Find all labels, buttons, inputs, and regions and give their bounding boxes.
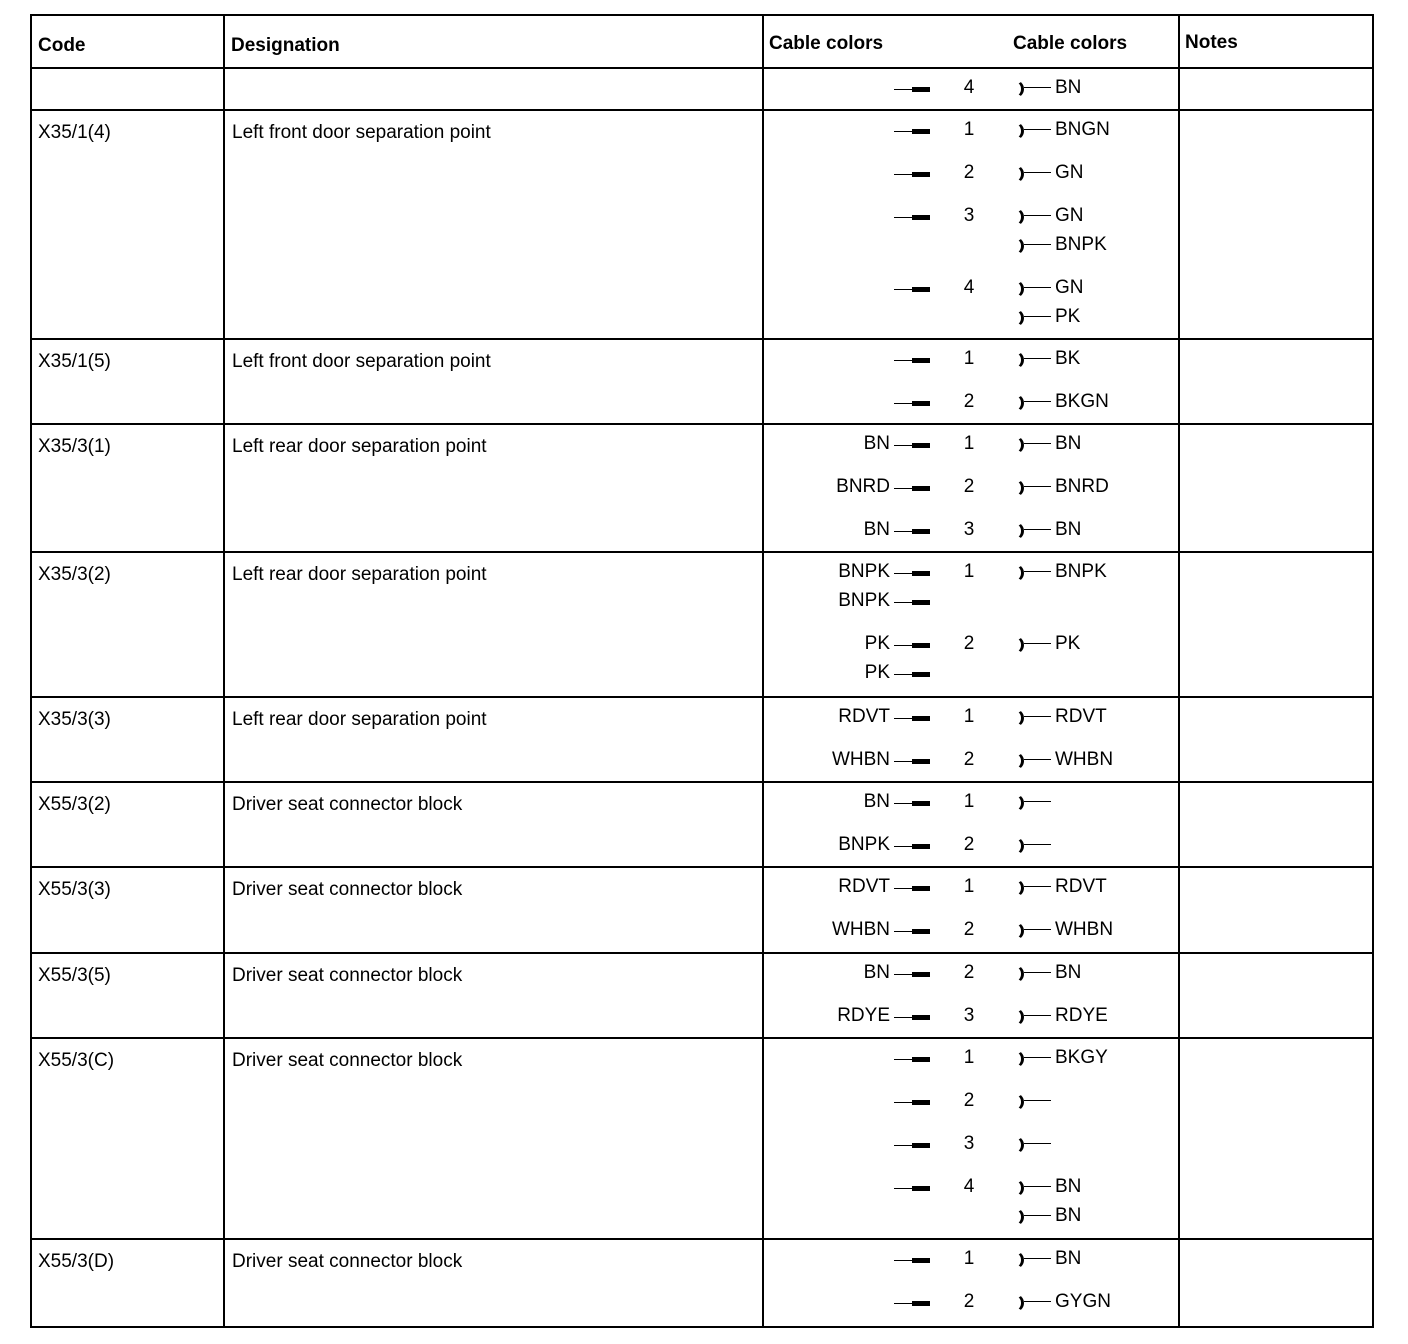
wire-color-label: RDVT [838, 876, 890, 897]
connector-code: X55/3(2) [38, 794, 111, 815]
wire-color-label: BN [863, 791, 890, 812]
pin-number: 2 [963, 1291, 975, 1312]
pin-number: 1 [963, 1047, 975, 1068]
male-wire [770, 475, 930, 499]
male-wire-group [838, 705, 930, 729]
male-pin-icon [894, 705, 930, 729]
pin-number: 1 [963, 348, 975, 369]
connector-designation: Driver seat connector block [232, 1050, 463, 1071]
female-socket-icon [1013, 790, 1053, 814]
female-wire [1013, 1204, 1081, 1228]
table-row-rule [30, 1238, 1374, 1240]
male-pin-icon [894, 1290, 930, 1314]
pin-number: 2 [963, 162, 975, 183]
male-wire [770, 1290, 930, 1314]
pin-number: 1 [963, 1248, 975, 1269]
male-pin-icon [894, 790, 930, 814]
connector-code: X55/3(D) [38, 1251, 115, 1272]
wire-color-label: BNGN [1055, 119, 1110, 140]
wire-color-label: BN [863, 519, 890, 540]
connector-designation: Driver seat connector block [232, 794, 463, 815]
pin-number: 3 [963, 1133, 975, 1154]
wire-color-label: BN [1055, 433, 1082, 454]
wire-color-label: BN [863, 433, 890, 454]
table-row-rule [30, 1326, 1374, 1328]
connector-designation: Driver seat connector block [232, 965, 463, 986]
male-wire-group [894, 161, 930, 185]
wire-color-label: WHBN [831, 749, 890, 770]
male-pin-icon [894, 518, 930, 542]
male-pin-icon [894, 1004, 930, 1028]
female-socket-icon [1013, 276, 1053, 300]
female-wire [1013, 204, 1084, 228]
male-wire [770, 705, 930, 729]
male-wire [770, 161, 930, 185]
male-wire-group [864, 790, 930, 814]
wire-color-label: GN [1055, 205, 1084, 226]
pin-number: 1 [963, 561, 975, 582]
male-wire [770, 748, 930, 772]
wire-color-label: BNPK [1055, 561, 1107, 582]
male-wire [770, 204, 930, 228]
female-socket-icon [1013, 1204, 1053, 1228]
female-wire [1013, 790, 1053, 814]
male-wire-group [865, 632, 930, 656]
female-socket-icon [1013, 475, 1053, 499]
connector-code: X35/3(1) [38, 436, 111, 457]
male-wire-group [894, 118, 930, 142]
connector-designation: Driver seat connector block [232, 1251, 463, 1272]
female-wire [1013, 76, 1081, 100]
female-wire [1013, 1132, 1053, 1156]
male-wire-group [894, 1089, 930, 1113]
table-row-rule [30, 551, 1374, 553]
pin-number: 1 [963, 791, 975, 812]
header-code: Code [38, 35, 86, 56]
wire-color-label: PK [1055, 306, 1081, 327]
wire-color-label: BNRD [1055, 476, 1109, 497]
female-socket-icon [1013, 560, 1053, 584]
wire-color-label: BKGN [1055, 391, 1109, 412]
pin-number: 4 [963, 277, 975, 298]
wire-color-label: BN [863, 962, 890, 983]
connector-code: X35/1(4) [38, 122, 111, 143]
table-row-rule [30, 696, 1374, 698]
female-socket-icon [1013, 1290, 1053, 1314]
male-wire-group [832, 918, 930, 942]
wire-color-label: BN [1055, 962, 1082, 983]
male-pin-icon [894, 961, 930, 985]
pin-number: 1 [963, 876, 975, 897]
male-wire-group [894, 1132, 930, 1156]
female-socket-icon [1013, 705, 1053, 729]
wire-color-label: BN [1055, 77, 1082, 98]
male-wire-group [836, 475, 930, 499]
wire-color-label: PK [864, 662, 890, 683]
male-pin-icon [894, 748, 930, 772]
female-socket-icon [1013, 233, 1053, 257]
table-row-rule [30, 423, 1374, 425]
male-wire [770, 589, 930, 613]
header-designation: Designation [231, 35, 340, 56]
connector-designation: Left front door separation point [232, 351, 491, 372]
wire-color-label: RDVT [838, 706, 890, 727]
female-wire [1013, 347, 1080, 371]
female-wire [1013, 1004, 1108, 1028]
pin-number: 2 [963, 476, 975, 497]
male-pin-icon [894, 1247, 930, 1271]
female-wire [1013, 918, 1113, 942]
wire-color-label: BNRD [836, 476, 890, 497]
pin-number: 1 [963, 706, 975, 727]
female-wire [1013, 1290, 1111, 1314]
header-notes: Notes [1185, 32, 1238, 53]
wire-color-label: BN [1055, 1248, 1082, 1269]
male-wire-group [894, 76, 930, 100]
male-wire [770, 1132, 930, 1156]
female-socket-icon [1013, 347, 1053, 371]
wire-color-label: RDVT [1055, 706, 1107, 727]
wire-color-label: GN [1055, 277, 1084, 298]
table-row-rule [30, 67, 1374, 69]
pin-number: 3 [963, 519, 975, 540]
male-wire-group [894, 276, 930, 300]
male-pin-icon [894, 475, 930, 499]
male-wire [770, 390, 930, 414]
pin-number: 4 [963, 1176, 975, 1197]
connector-designation: Left rear door separation point [232, 564, 487, 585]
table-column-rule [30, 14, 32, 1326]
male-wire-group [837, 1004, 930, 1028]
female-wire [1013, 560, 1107, 584]
male-pin-icon [894, 390, 930, 414]
connector-designation: Driver seat connector block [232, 879, 463, 900]
table-row-rule [30, 338, 1374, 340]
male-wire [770, 1004, 930, 1028]
female-wire [1013, 518, 1081, 542]
female-wire [1013, 161, 1084, 185]
wire-color-label: BN [1055, 1205, 1082, 1226]
connector-designation: Left rear door separation point [232, 436, 487, 457]
male-wire-group [864, 518, 930, 542]
male-wire [770, 1046, 930, 1070]
header-cable-colors-right: Cable colors [1013, 33, 1128, 54]
male-wire [770, 432, 930, 456]
female-wire [1013, 390, 1109, 414]
pin-number: 2 [963, 834, 975, 855]
wire-color-label: RDYE [1055, 1005, 1108, 1026]
connector-designation: Left front door separation point [232, 122, 491, 143]
connector-code: X55/3(3) [38, 879, 111, 900]
wire-color-label: WHBN [831, 919, 890, 940]
female-socket-icon [1013, 305, 1053, 329]
female-wire [1013, 1247, 1081, 1271]
female-socket-icon [1013, 1175, 1053, 1199]
male-wire [770, 1175, 930, 1199]
male-wire [770, 661, 930, 685]
male-pin-icon [894, 1046, 930, 1070]
female-wire [1013, 833, 1053, 857]
pin-number: 1 [963, 433, 975, 454]
female-socket-icon [1013, 1046, 1053, 1070]
pin-number: 1 [963, 119, 975, 140]
female-socket-icon [1013, 390, 1053, 414]
male-wire-group [838, 833, 930, 857]
female-wire [1013, 1089, 1053, 1113]
male-pin-icon [894, 76, 930, 100]
male-wire-group [894, 1247, 930, 1271]
pin-number: 2 [963, 919, 975, 940]
female-wire [1013, 276, 1084, 300]
wire-color-label: WHBN [1055, 919, 1114, 940]
female-wire [1013, 961, 1081, 985]
wire-color-label: BNPK [838, 834, 890, 855]
male-wire-group [894, 1175, 930, 1199]
male-wire-group [894, 347, 930, 371]
male-wire [770, 518, 930, 542]
pin-number: 2 [963, 391, 975, 412]
pin-number: 4 [963, 77, 975, 98]
male-pin-icon [894, 161, 930, 185]
pin-number: 2 [963, 962, 975, 983]
male-pin-icon [894, 589, 930, 613]
wire-color-label: RDYE [837, 1005, 890, 1026]
female-wire [1013, 1046, 1108, 1070]
wire-color-label: BKGY [1055, 1047, 1108, 1068]
female-wire [1013, 432, 1081, 456]
female-wire [1013, 1175, 1081, 1199]
table-column-rule [1372, 14, 1374, 1326]
male-wire-group [894, 390, 930, 414]
table-row-rule [30, 952, 1374, 954]
male-wire-group [864, 961, 930, 985]
male-pin-icon [894, 276, 930, 300]
female-socket-icon [1013, 961, 1053, 985]
male-wire-group [838, 875, 930, 899]
male-wire [770, 918, 930, 942]
pin-number: 3 [963, 205, 975, 226]
wire-color-label: BNPK [838, 561, 890, 582]
male-pin-icon [894, 1175, 930, 1199]
male-pin-icon [894, 833, 930, 857]
table-column-rule [223, 14, 225, 1326]
male-pin-icon [894, 560, 930, 584]
connector-code: X55/3(C) [38, 1050, 115, 1071]
male-wire [770, 347, 930, 371]
male-pin-icon [894, 347, 930, 371]
male-wire-group [838, 589, 930, 613]
wire-color-label: GYGN [1055, 1291, 1111, 1312]
male-pin-icon [894, 1132, 930, 1156]
female-socket-icon [1013, 204, 1053, 228]
female-wire [1013, 748, 1113, 772]
wire-color-label: WHBN [1055, 749, 1114, 770]
male-wire [770, 1089, 930, 1113]
pin-number: 2 [963, 749, 975, 770]
male-pin-icon [894, 875, 930, 899]
pin-number: 2 [963, 1090, 975, 1111]
female-wire [1013, 118, 1110, 142]
male-pin-icon [894, 661, 930, 685]
female-socket-icon [1013, 875, 1053, 899]
female-socket-icon [1013, 748, 1053, 772]
male-wire-group [894, 204, 930, 228]
female-wire [1013, 875, 1107, 899]
male-wire [770, 961, 930, 985]
female-wire [1013, 632, 1080, 656]
female-socket-icon [1013, 118, 1053, 142]
wire-color-label: GN [1055, 162, 1084, 183]
wire-color-label: BN [1055, 1176, 1082, 1197]
wire-color-label: BNPK [838, 590, 890, 611]
pin-number: 2 [963, 633, 975, 654]
connector-designation: Left rear door separation point [232, 709, 487, 730]
female-socket-icon [1013, 161, 1053, 185]
male-wire [770, 875, 930, 899]
table-row-rule [30, 14, 1374, 16]
male-wire [770, 118, 930, 142]
male-wire [770, 76, 930, 100]
female-socket-icon [1013, 76, 1053, 100]
table-row-rule [30, 781, 1374, 783]
pin-number: 3 [963, 1005, 975, 1026]
connector-code: X35/1(5) [38, 351, 111, 372]
female-socket-icon [1013, 1089, 1053, 1113]
male-pin-icon [894, 432, 930, 456]
male-pin-icon [894, 918, 930, 942]
wire-color-label: BNPK [1055, 234, 1107, 255]
female-wire [1013, 305, 1080, 329]
table-row-rule [30, 866, 1374, 868]
wire-color-label: RDVT [1055, 876, 1107, 897]
female-wire [1013, 705, 1107, 729]
female-socket-icon [1013, 1132, 1053, 1156]
female-socket-icon [1013, 1247, 1053, 1271]
wire-color-label: BK [1055, 348, 1081, 369]
male-pin-icon [894, 204, 930, 228]
male-pin-icon [894, 118, 930, 142]
connector-code: X35/3(2) [38, 564, 111, 585]
male-wire [770, 560, 930, 584]
female-socket-icon [1013, 1004, 1053, 1028]
female-socket-icon [1013, 518, 1053, 542]
female-socket-icon [1013, 632, 1053, 656]
female-socket-icon [1013, 918, 1053, 942]
male-wire-group [865, 661, 930, 685]
male-wire-group [838, 560, 930, 584]
wire-color-label: PK [864, 633, 890, 654]
male-pin-icon [894, 1089, 930, 1113]
male-wire-group [832, 748, 930, 772]
male-wire [770, 276, 930, 300]
connector-code: X35/3(3) [38, 709, 111, 730]
male-wire [770, 790, 930, 814]
table-row-rule [30, 109, 1374, 111]
connector-code: X55/3(5) [38, 965, 111, 986]
header-cable-colors-left: Cable colors [769, 33, 884, 54]
male-wire-group [864, 432, 930, 456]
wire-color-label: PK [1055, 633, 1081, 654]
female-socket-icon [1013, 432, 1053, 456]
female-wire [1013, 233, 1107, 257]
table-column-rule [1178, 14, 1180, 1326]
table-row-rule [30, 1037, 1374, 1039]
male-wire [770, 833, 930, 857]
wire-color-label: BN [1055, 519, 1082, 540]
male-pin-icon [894, 632, 930, 656]
female-socket-icon [1013, 833, 1053, 857]
male-wire [770, 1247, 930, 1271]
female-wire [1013, 475, 1109, 499]
male-wire [770, 632, 930, 656]
table-column-rule [762, 14, 764, 1326]
male-wire-group [894, 1046, 930, 1070]
male-wire-group [894, 1290, 930, 1314]
